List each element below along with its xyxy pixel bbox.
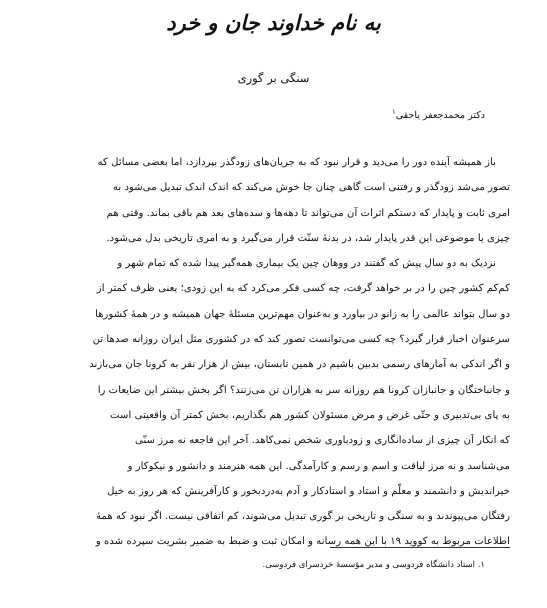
footnote: ۱. استاد دانشگاه فردوسی و مدیر مؤسسهٔ خردسرای فردوسی. xyxy=(262,560,485,570)
text-line: نزدیک به دو سال پیش که گفتند در ووهان چین یک بیماری همه‌گیر پیدا شده که تمام شهر و xyxy=(117,258,496,270)
text-line: به پای بی‌تدبیری و حتّی غرض و مرض مسئولان کشور هم بگذاریم، بخش کمتر آن واقعیتی است xyxy=(110,409,510,421)
text-line: و اگر اندکی به آمارهای رسمی بدبین باشیم در همین تابستان، بیش از هزار نفر به کرونا جان می‌بازند xyxy=(89,359,510,371)
text-line: رفتگان می‌پیوندند و به سنگی و تاریخی بر گوری تبدیل می‌شوند، کم اتفاقی نیست. اگر نبود که همهٔ xyxy=(96,511,510,523)
article-title: سنگی بر گوری xyxy=(237,71,310,85)
text-line: چیزی یا موضوعی این قدر پایدار شد، در بدنهٔ سنّت قرار می‌گیرد و به امری تاریخی بدل می‌شود. xyxy=(106,232,510,244)
text-line: تصور می‌شد زودگذر و رفتنی است گاهی چنان جا خوش می‌کند که اندک اندک تبدیل می‌شود به xyxy=(112,182,510,194)
text-line: که انکار آن چیزی از ساده‌انگاری و زودباوری شخص نمی‌کاهد. آخر این فاجعه نه مرز سنّی xyxy=(134,435,510,447)
text-line: کم‌کم کشور چین را در بر خواهد گرفت، چه کسی فکر می‌کرد که به این زودی؛ یعنی ظرف کمتر از xyxy=(96,283,510,295)
calligraphic-heading: به نام خداوند جان و خرد xyxy=(166,10,381,35)
text-line: می‌شناسد و نه مرز لیاقت و اسم و رسم و کارآمدگی. این همه هنرمند و دانشور و نیکوکار و xyxy=(127,460,510,472)
text-line: سرعنوان اخبار قرار گیرد؟ چه کسی می‌توانست تصور کند که در کشوری مثل ایران روزانه صدها تن xyxy=(92,334,510,346)
text-line: اطلاعات مربوط به کووید ۱۹ با این همه رسانه و امکان ثبت و ضبط به ضمیر بشریت سپرده شده و xyxy=(95,536,510,548)
text-line: باز همیشه آینده دور را می‌دید و قرار نبود که به جریان‌های زودگذر بپردازد، اما بعضی مسائل که xyxy=(97,157,496,168)
text-line: دو سال بتواند عالمی را به زانو در بیاورد و به‌عنوان مهم‌ترین مسئلهٔ جهان همیشه و در همهٔ کشورها xyxy=(95,308,510,320)
author-line xyxy=(392,106,485,122)
footnote-divider xyxy=(330,547,510,548)
text-line: و جانباختگان و جانبازان کرونا هم روزانه سر به هزاران تن می‌زنند؟ اگر بخش بیشتر این ضایعات را xyxy=(97,384,510,396)
footnote-marker: ۱ xyxy=(391,108,396,116)
text-line: خیراندیش و دانشمند و معلّم و استاد و استادکار و آدم به‌دردبخور و کارآفرینش که هر روز به خیل xyxy=(107,485,510,497)
text-line: امری ثابت و پایدار که دستکم اثرات آن می‌تواند تا دهه‌ها و سده‌های بعد هم باقی بماند. وقتی هم xyxy=(106,207,510,219)
article-body xyxy=(37,150,510,555)
author-name: دکتر محمدجعفر یاحقی xyxy=(395,110,485,122)
